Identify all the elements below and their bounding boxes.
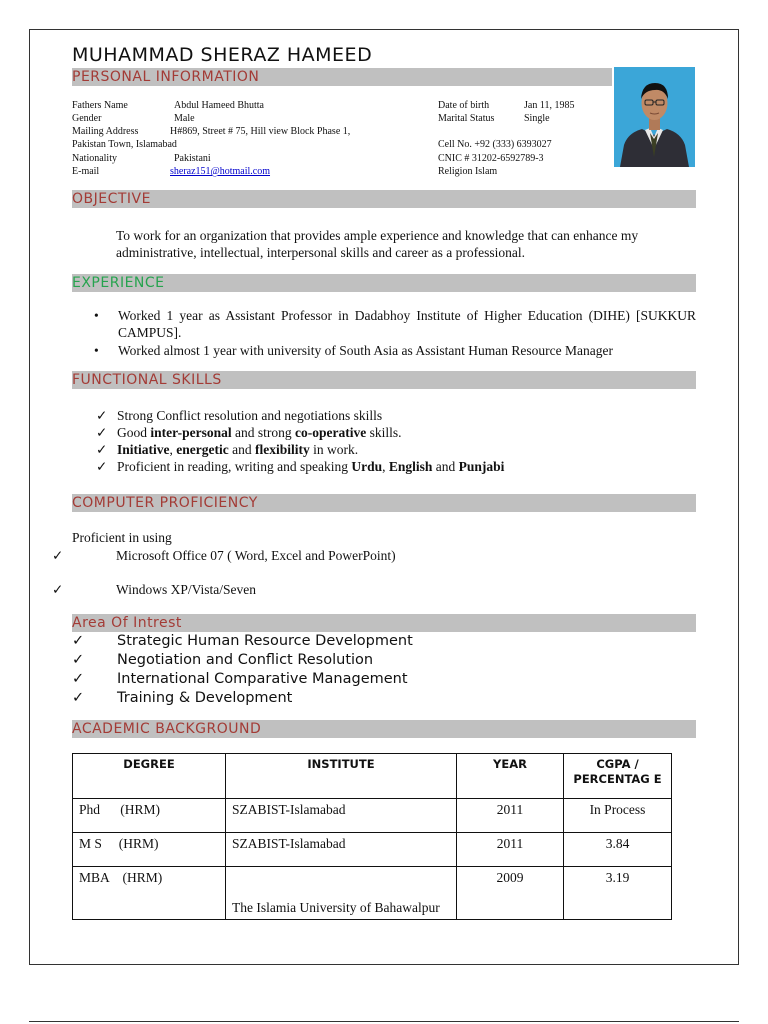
cnic-number: CNIC # 31202-6592789-3: [438, 153, 544, 164]
skills-list: [72, 407, 696, 475]
nationality-value: Pakistani: [174, 153, 211, 164]
degree-cell: MBA (HRM): [73, 867, 226, 920]
year-cell: 2009: [457, 867, 564, 920]
section-heading-academic: ACADEMIC BACKGROUND: [72, 720, 696, 738]
column-header-institute: INSTITUTE: [226, 754, 457, 799]
profile-photo: [614, 67, 695, 167]
check-icon: ✓: [96, 425, 108, 440]
check-icon: ✓: [96, 459, 108, 474]
section-heading-interest: Area Of Intrest: [72, 614, 696, 632]
table-header-row: [73, 754, 672, 799]
fathers-name-value: Abdul Hameed Bhutta: [174, 100, 264, 111]
skill-item: ✓ Good inter-personal and strong co-operative skills.: [96, 425, 402, 440]
year-cell: 2011: [457, 833, 564, 867]
gender-value: Male: [174, 113, 195, 124]
address-label: Mailing Address: [72, 126, 139, 137]
check-icon: ✓: [72, 690, 85, 706]
objective-text: To work for an organization that provides ample experience and knowledge that can enhance my administrative, intellectual, interpersonal skills and career as a professional.: [116, 228, 639, 260]
experience-item: • Worked almost 1 year with university of South Asia as Assistant Human Resource Manager: [72, 342, 696, 359]
institute-cell: SZABIST-Islamabad: [226, 833, 457, 867]
table-row: [73, 799, 672, 833]
computer-item: Microsoft Office 07 ( Word, Excel and PowerPoint): [116, 548, 396, 563]
religion: Religion Islam: [438, 166, 498, 177]
experience-item: • Worked 1 year as Assistant Professor in Dadabhoy Institute of Higher Education (DIHE) [SUKKUR CAMPUS].: [72, 307, 696, 341]
nationality-label: Nationality: [72, 153, 117, 164]
portrait-image: [614, 67, 695, 167]
check-icon: ✓: [52, 582, 64, 597]
experience-list: [72, 307, 696, 359]
email-label: E-mail: [72, 166, 100, 177]
interest-list: [72, 632, 413, 708]
section-heading-objective: OBJECTIVE: [72, 190, 696, 208]
academic-table: [72, 753, 672, 920]
year-cell: 2011: [457, 799, 564, 833]
column-header-year: YEAR: [457, 754, 564, 799]
gender-label: Gender: [72, 113, 102, 124]
check-icon: ✓: [96, 408, 108, 423]
institute-cell: SZABIST-Islamabad: [226, 799, 457, 833]
section-heading-personal: PERSONAL INFORMATION: [72, 68, 612, 86]
marital-label: Marital Status: [438, 113, 495, 124]
computer-item: Windows XP/Vista/Seven: [116, 582, 257, 597]
cgpa-cell: 3.84: [564, 833, 672, 867]
check-icon: ✓: [52, 548, 64, 563]
computer-intro: Proficient in using: [72, 530, 172, 545]
candidate-name: MUHAMMAD SHERAZ HAMEED: [72, 44, 373, 66]
section-heading-experience: EXPERIENCE: [72, 274, 696, 292]
interest-item: ✓ International Comparative Management: [72, 671, 408, 687]
interest-item: ✓ Strategic Human Resource Development: [72, 633, 413, 649]
institute-cell: The Islamia University of Bahawalpur: [226, 867, 457, 920]
email-link[interactable]: sheraz151@hotmail.com: [170, 166, 271, 177]
skill-item: ✓ Initiative, energetic and flexibility in work.: [96, 442, 359, 457]
check-icon: ✓: [72, 652, 85, 668]
degree-cell: Phd (HRM): [73, 799, 226, 833]
skill-item: ✓ Strong Conflict resolution and negotiations skills: [96, 408, 383, 423]
dob-value: Jan 11, 1985: [524, 100, 575, 111]
column-header-cgpa: CGPA / PERCENTAG E: [564, 754, 672, 799]
cell-number: Cell No. +92 (333) 6393027: [438, 139, 552, 150]
cgpa-cell: In Process: [564, 799, 672, 833]
interest-item: ✓ Negotiation and Conflict Resolution: [72, 652, 374, 668]
cgpa-cell: 3.19: [564, 867, 672, 920]
column-header-degree: DEGREE: [73, 754, 226, 799]
address-line-2: Pakistan Town, Islamabad: [72, 139, 177, 150]
table-row: [73, 867, 672, 920]
check-icon: ✓: [72, 633, 85, 649]
skill-item: ✓ Proficient in reading, writing and speaking Urdu, English and Punjabi: [96, 459, 505, 474]
section-heading-computer-proficiency: COMPUTER PROFICIENCY: [72, 494, 696, 512]
check-icon: ✓: [96, 442, 108, 457]
dob-label: Date of birth: [438, 100, 490, 111]
address-line-1: H#869, Street # 75, Hill view Block Phase 1,: [170, 126, 351, 137]
degree-cell: M S (HRM): [73, 833, 226, 867]
section-heading-functional-skills: FUNCTIONAL SKILLS: [72, 371, 696, 389]
fathers-name-label: Fathers Name: [72, 100, 128, 111]
interest-item: ✓ Training & Development: [72, 690, 293, 706]
table-row: [73, 833, 672, 867]
marital-value: Single: [524, 113, 550, 124]
check-icon: ✓: [72, 671, 85, 687]
bottom-rule: [29, 1021, 739, 1022]
